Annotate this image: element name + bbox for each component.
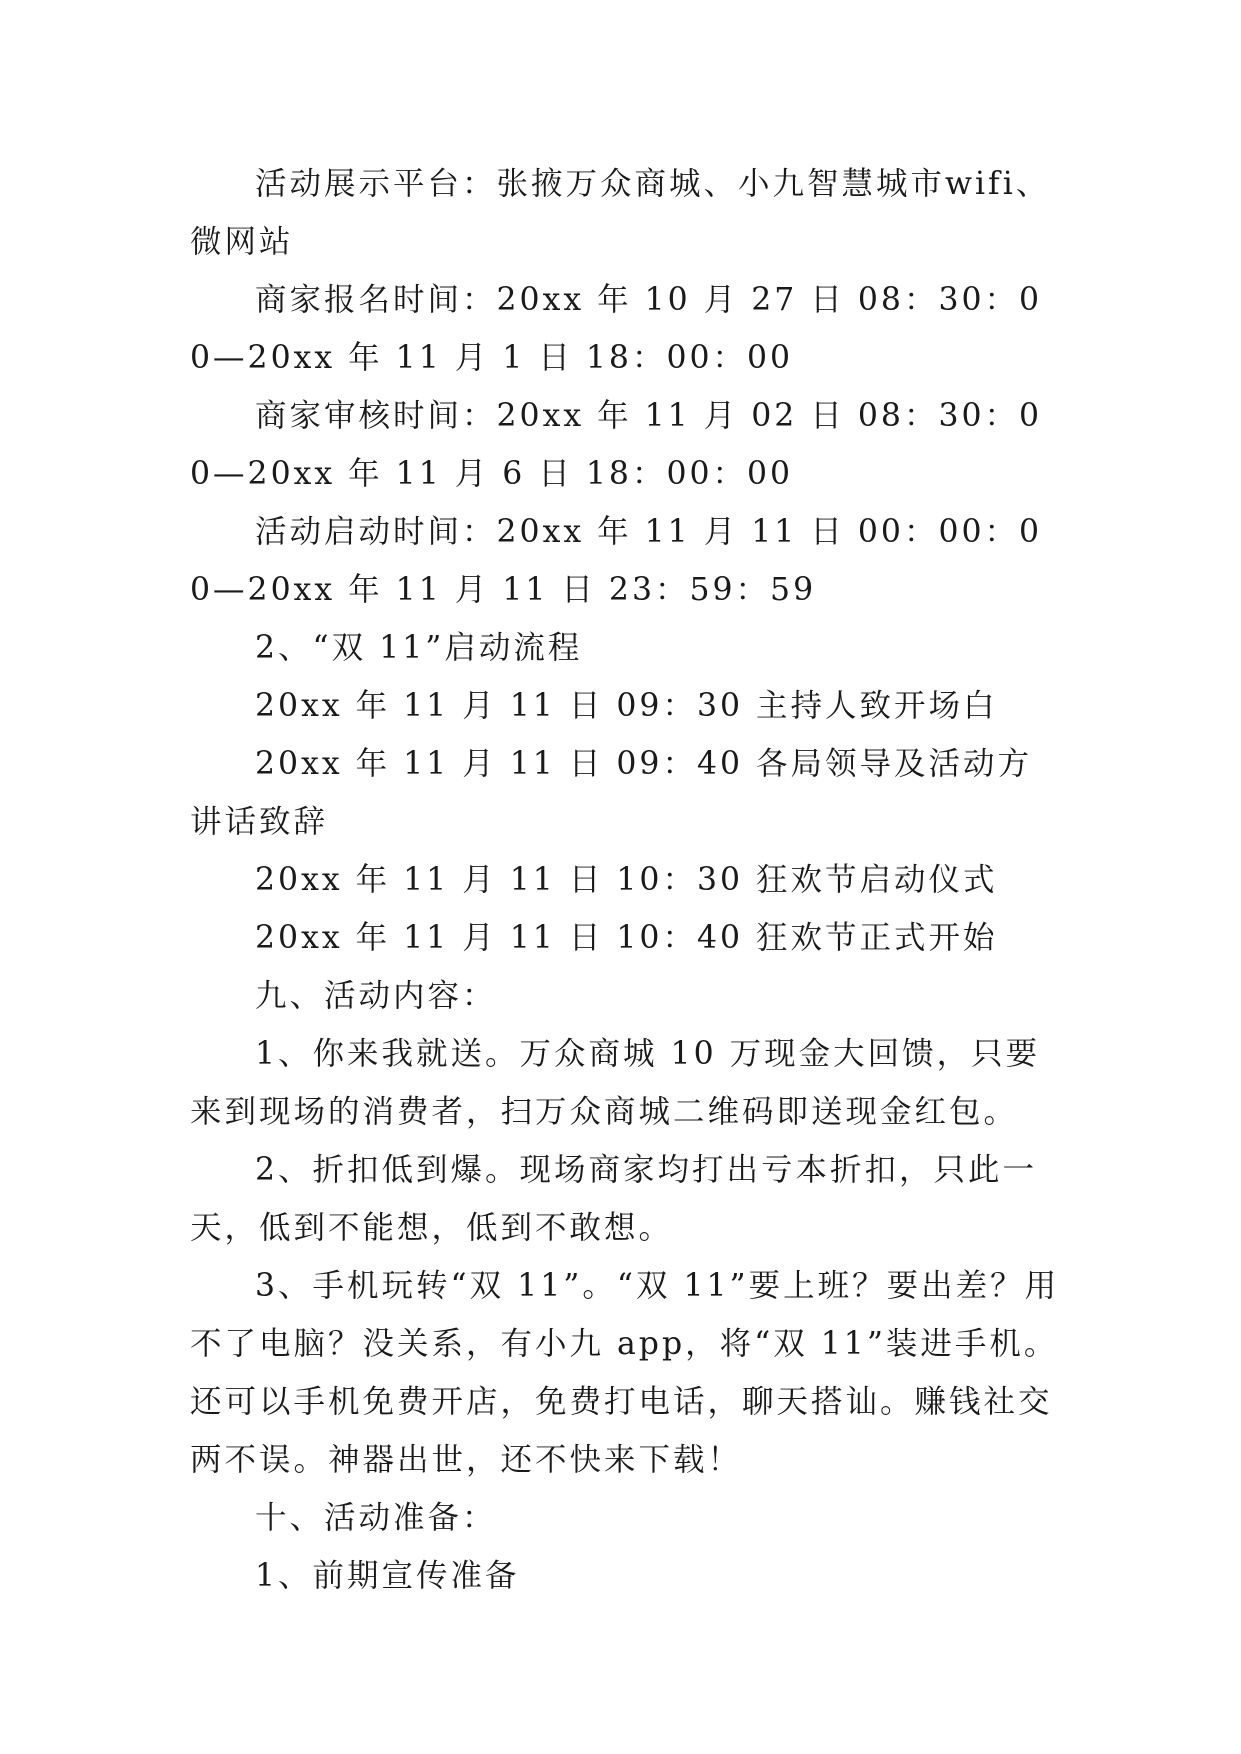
paragraph-merchant-review-time: 商家审核时间：20xx 年 11 月 02 日 08：30：00—20xx 年 11 月 6 日 18：00：00 [190, 398, 1043, 492]
schedule-item: 20xx 年 11 月 11 日 10：30 狂欢节启动仪式 [255, 862, 998, 898]
content-item: 3、手机玩转“双 11”。“双 11”要上班？要出差？用不了电脑？没关系，有小九 app，将“双 11”装进手机。还可以手机免费开店，免费打电话，聊天搭讪。赚钱社交两不误。神器出世，还不快来下载！ [190, 1268, 1060, 1478]
preparation-item: 1、前期宣传准备 [255, 1558, 520, 1594]
section-heading-activity-content: 九、活动内容： [255, 978, 497, 1014]
content-item: 2、折扣低到爆。现场商家均打出亏本折扣，只此一天，低到不能想，低到不敢想。 [190, 1152, 1038, 1246]
schedule-item: 20xx 年 11 月 11 日 10：40 狂欢节正式开始 [255, 920, 998, 956]
schedule-item: 20xx 年 11 月 11 日 09：40 各局领导及活动方讲话致辞 [190, 746, 1033, 840]
section-heading-activity-preparation: 十、活动准备： [255, 1500, 497, 1536]
content-item: 1、你来我就送。万众商城 10 万现金大回馈，只要来到现场的消费者，扫万众商城二维码即送现金红包。 [190, 1036, 1041, 1130]
paragraph-merchant-registration-time: 商家报名时间：20xx 年 10 月 27 日 08：30：00—20xx 年 11 月 1 日 18：00：00 [190, 282, 1043, 376]
schedule-item: 20xx 年 11 月 11 日 09：30 主持人致开场白 [255, 688, 998, 724]
heading-launch-process: 2、“双 11”启动流程 [255, 630, 583, 666]
paragraph-activity-launch-time: 活动启动时间：20xx 年 11 月 11 日 00：00：00—20xx 年 11 月 11 日 23：59：59 [190, 514, 1043, 608]
document-page [190, 155, 1060, 1605]
paragraph-display-platform: 活动展示平台：张掖万众商城、小九智慧城市wifi、微网站 [190, 166, 1051, 260]
